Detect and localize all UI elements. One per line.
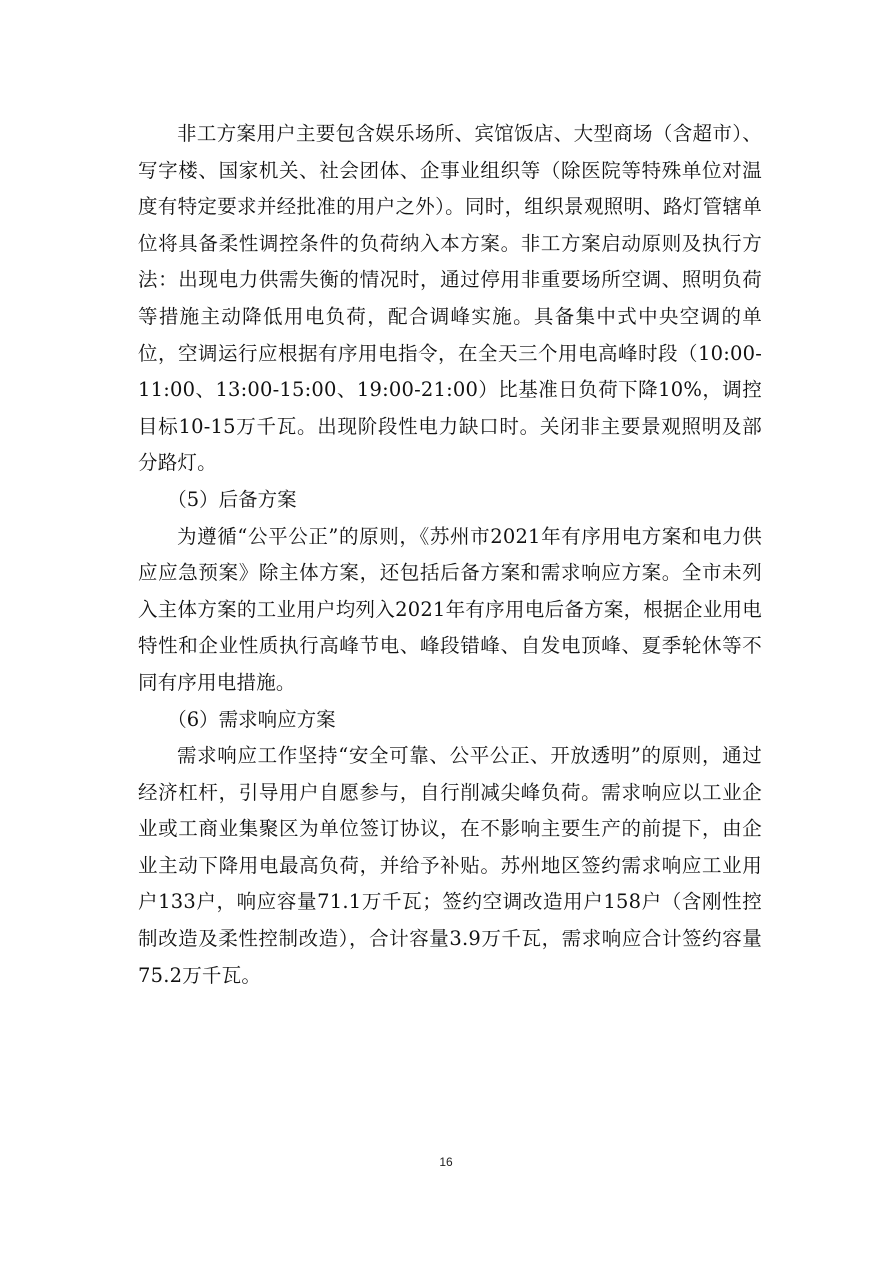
page-number: 16 xyxy=(439,1155,453,1169)
body-text xyxy=(138,116,762,994)
paragraph-backup-plan: 为遵循“公平公正”的原则，《苏州市2021年有序用电方案和电力供应应急预案》除主体方案，还包括后备方案和需求响应方案。全市未列入主体方案的工业用户均列入2021年有序用电后备方案，根据企业用电特性和企业性质执行高峰节电、峰段错峰、自发电顶峰、夏季轮休等不同有序用电措施。 xyxy=(138,524,762,694)
section-heading-backup-plan: （5）后备方案 xyxy=(167,487,297,511)
section-heading-demand-response: （6）需求响应方案 xyxy=(167,707,336,731)
paragraph-demand-response: 需求响应工作坚持“安全可靠、公平公正、开放透明”的原则，通过经济杠杆，引导用户自愿参与，自行削减尖峰负荷。需求响应以工业企业或工商业集聚区为单位签订协议，在不影响主要生产的前提下，由企业主动下降用电最高负荷，并给予补贴。苏州地区签约需求响应工业用户133户，响应容量71.1万千瓦；签约空调改造用户158户（含刚性控制改造及柔性控制改造），合计容量3.9万千瓦，需求响应合计签约容量75.2万千瓦。 xyxy=(138,744,762,987)
paragraph-non-industrial-plan: 非工方案用户主要包含娱乐场所、宾馆饭店、大型商场（含超市）、写字楼、国家机关、社会团体、企事业组织等（除医院等特殊单位对温度有特定要求并经批准的用户之外）。同时，组织景观照明、路灯管辖单位将具备柔性调控条件的负荷纳入本方案。非工方案启动原则及执行方法：出现电力供需失衡的情况时，通过停用非重要场所空调、照明负荷等措施主动降低用电负荷，配合调峰实施。具备集中式中央空调的单位，空调运行应根据有序用电指令，在全天三个用电高峰时段（10:00-11:00、13:00-15:00、19:00-21:00）比基准日负荷下降10%，调控目标10-15万千瓦。出现阶段性电力缺口时。关闭非主要景观照明及部分路灯。 xyxy=(138,122,762,475)
